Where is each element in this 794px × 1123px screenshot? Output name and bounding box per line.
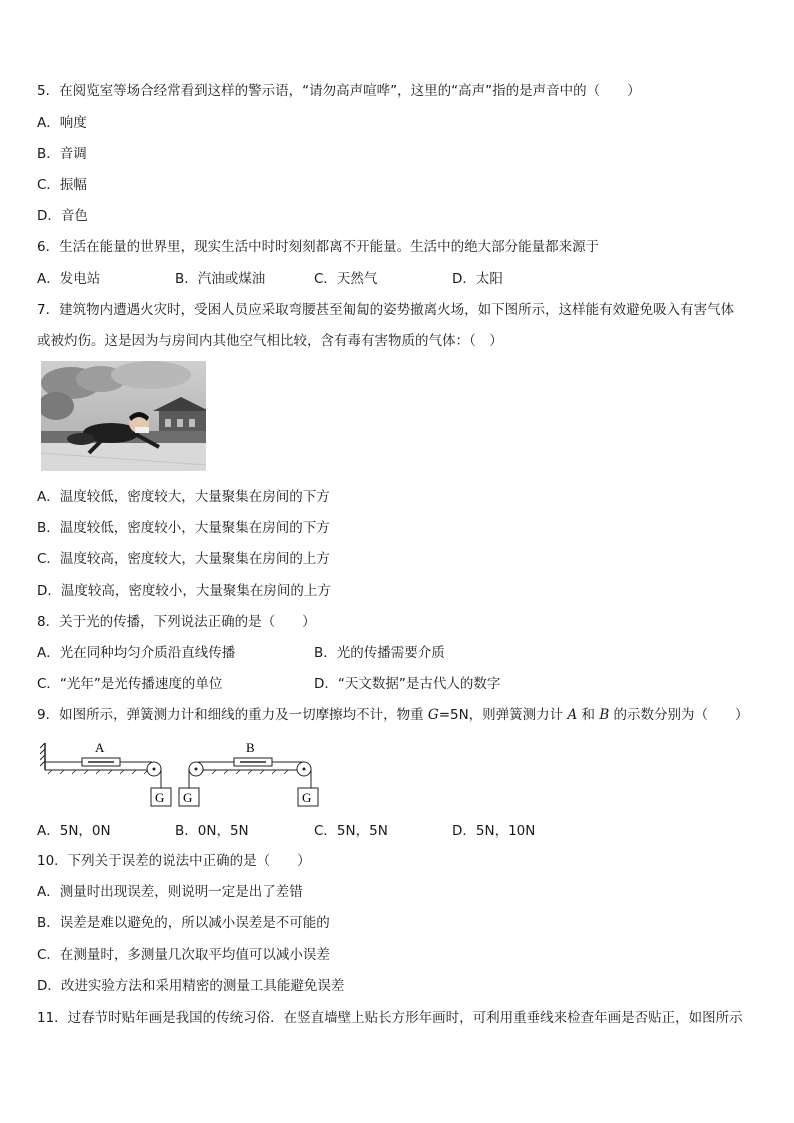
weight-g-label-3: G [302,790,312,805]
scale-b-label: B [246,740,255,755]
q6-option-b: B．汽油或煤油 [175,271,266,287]
q9-option-c: C．5N，5N [314,823,388,839]
weight-g-label-2: G [183,790,193,805]
q10-option-d: D．改进实验方法和采用精密的测量工具能避免误差 [37,978,345,994]
q7-option-b: B．温度较低，密度较小，大量聚集在房间的下方 [37,520,330,536]
q7-stem-line2: 或被灼伤。这是因为与房间内其他空气相比较，含有毒有害物质的气体：（ ） [37,333,503,349]
q11-stem: 11．过春节时贴年画是我国的传统习俗．在竖直墙壁上贴长方形年画时，可利用重垂线来检查年画是否贴正，如图所示 [37,1010,743,1026]
q8-option-b: B．光的传播需要介质 [314,645,445,661]
q9-var-a: A [567,707,578,723]
q10-option-b: B．误差是难以避免的，所以减小误差是不可能的 [37,915,330,931]
q9-option-b: B．0N，5N [175,823,249,839]
weight-g-label-1: G [155,790,165,805]
q9-option-a: A．5N，0N [37,823,111,839]
q7-option-c: C．温度较高，密度较大，大量聚集在房间的上方 [37,551,330,567]
q8-option-c: C．“光年”是光传播速度的单位 [37,676,223,692]
q9-stem-part: 9．如图所示，弹簧测力计和细线的重力及一切摩擦均不计，物重 [37,707,428,723]
q6-option-a: A．发电站 [37,271,101,287]
q9-stem-part: 的示数分别为（ ） [609,707,749,723]
q9-stem [37,706,749,724]
q7-option-d: D．温度较高，密度较小，大量聚集在房间的上方 [37,583,331,599]
q8-option-d: D．“天文数据”是古代人的数字 [314,676,501,692]
q5-option-b: B．音调 [37,146,87,162]
q9-stem-part: =5N，则弹簧测力计 [438,707,568,723]
q5-stem: 5．在阅览室等场合经常看到这样的警示语，“请勿高声喧哗”，这里的“高声”指的是声音中的（ ） [37,83,641,99]
q6-stem: 6．生活在能量的世界里，现实生活中时时刻刻都离不开能量。生活中的绝大部分能量都来源于 [37,239,600,255]
spring-scale-diagram [40,738,325,808]
q9-option-d: D．5N，10N [452,823,536,839]
q8-stem: 8．关于光的传播，下列说法正确的是（ ） [37,614,316,630]
fire-escape-photo [41,361,206,471]
q10-stem: 10．下列关于误差的说法中正确的是（ ） [37,853,311,869]
q9-var-g: G [427,707,439,723]
q5-option-c: C．振幅 [37,177,87,193]
scale-a-label: A [95,740,105,755]
q8-option-a: A．光在同种均匀介质沿直线传播 [37,645,236,661]
q9-var-b: B [599,707,610,723]
q6-option-c: C．天然气 [314,271,378,287]
q5-option-d: D．音色 [37,208,88,224]
q10-option-a: A．测量时出现误差，则说明一定是出了差错 [37,884,303,900]
q7-stem-line1: 7．建筑物内遭遇火灾时，受困人员应采取弯腰甚至匍匐的姿势撤离火场，如下图所示，这样能有效避免吸入有害气体 [37,302,735,318]
q5-option-a: A．响度 [37,115,87,131]
q7-option-a: A．温度较低，密度较大，大量聚集在房间的下方 [37,489,330,505]
q10-option-c: C．在测量时，多测量几次取平均值可以减小误差 [37,947,330,963]
q9-stem-part: 和 [577,707,600,723]
q6-option-d: D．太阳 [452,271,503,287]
